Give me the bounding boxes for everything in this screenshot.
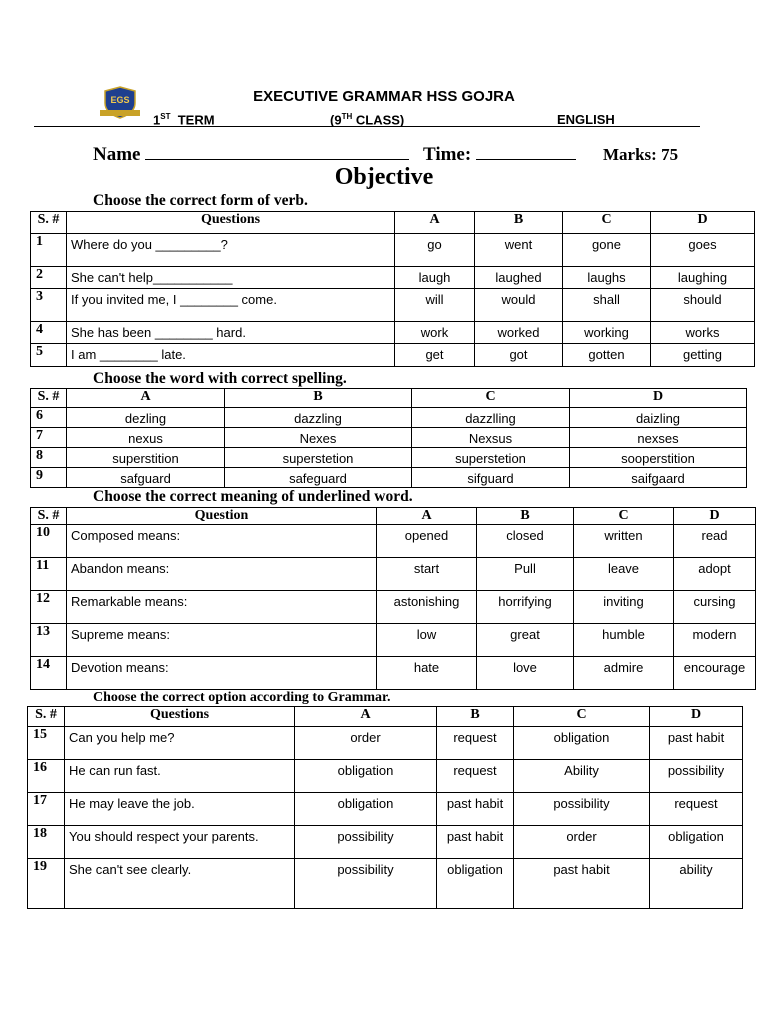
page-title: Objective [334, 164, 434, 190]
col-d: D [674, 508, 756, 525]
col-a: A [295, 707, 437, 727]
col-d: D [570, 389, 747, 408]
school-logo-icon [99, 86, 141, 120]
table-row: 13 Supreme means: low great humble modern [31, 624, 756, 657]
table-row: 19 She can't see clearly. possibility obligation past habit ability [28, 859, 743, 909]
class-label: (9TH CLASS) [330, 112, 405, 128]
marks-label: Marks: 75 [603, 145, 679, 164]
logo-text: EGS [110, 95, 130, 105]
col-sn: S. # [31, 389, 67, 408]
col-questions: Questions [65, 707, 295, 727]
verb-table [30, 211, 755, 367]
col-b: B [225, 389, 412, 408]
table-row: 5 I am ________ late. get got gotten getting [31, 344, 755, 367]
table-row: 16 He can run fast. obligation request Ability possibility [28, 760, 743, 793]
school-name: EXECUTIVE GRAMMAR HSS GOJRA [253, 88, 515, 105]
col-b: B [475, 212, 563, 234]
subject-label: ENGLISH [557, 112, 615, 127]
time-field: Time: [423, 143, 576, 166]
col-b: B [477, 508, 574, 525]
grammar-table [27, 706, 743, 909]
col-sn: S. # [28, 707, 65, 727]
col-b: B [437, 707, 514, 727]
table-row: 18 You should respect your parents. possibility past habit order obligation [28, 826, 743, 859]
col-c: C [412, 389, 570, 408]
table-row: 8 superstition superstetion superstetion sooperstition [31, 448, 747, 468]
section3-title: Choose the correct meaning of underlined word. [93, 488, 413, 505]
table-row: 12 Remarkable means: astonishing horrifying inviting cursing [31, 591, 756, 624]
spelling-table [30, 388, 747, 488]
name-field: Name [93, 143, 409, 166]
col-c: C [574, 508, 674, 525]
table-row: 17 He may leave the job. obligation past habit possibility request [28, 793, 743, 826]
meaning-table [30, 507, 756, 690]
section2-title: Choose the word with correct spelling. [93, 370, 347, 387]
table-row: 1 Where do you _________? go went gone goes [31, 234, 755, 267]
table-row: 15 Can you help me? order request obligation past habit [28, 727, 743, 760]
col-questions: Questions [67, 212, 395, 234]
table-row: 9 safguard safeguard sifguard saifgaard [31, 468, 747, 488]
col-a: A [395, 212, 475, 234]
col-d: D [651, 212, 755, 234]
col-c: C [514, 707, 650, 727]
section4-title: Choose the correct option according to Grammar. [93, 690, 391, 705]
col-sn: S. # [31, 212, 67, 234]
col-d: D [650, 707, 743, 727]
table-row: 11 Abandon means: start Pull leave adopt [31, 558, 756, 591]
table-row: 2 She can't help___________ laugh laughed laughs laughing [31, 267, 755, 289]
table-row: 7 nexus Nexes Nexsus nexses [31, 428, 747, 448]
table-row: 4 She has been ________ hard. work worked working works [31, 322, 755, 344]
table-row: 3 If you invited me, I ________ come. will would shall should [31, 289, 755, 322]
col-a: A [67, 389, 225, 408]
col-sn: S. # [31, 508, 67, 525]
table-row: 6 dezling dazzling dazzlling daizling [31, 408, 747, 428]
table-row: 10 Composed means: opened closed written read [31, 525, 756, 558]
col-a: A [377, 508, 477, 525]
term-label: 1ST TERM [153, 112, 215, 128]
col-question: Question [67, 508, 377, 525]
section1-title: Choose the correct form of verb. [93, 192, 308, 209]
col-c: C [563, 212, 651, 234]
table-row: 14 Devotion means: hate love admire encourage [31, 657, 756, 690]
